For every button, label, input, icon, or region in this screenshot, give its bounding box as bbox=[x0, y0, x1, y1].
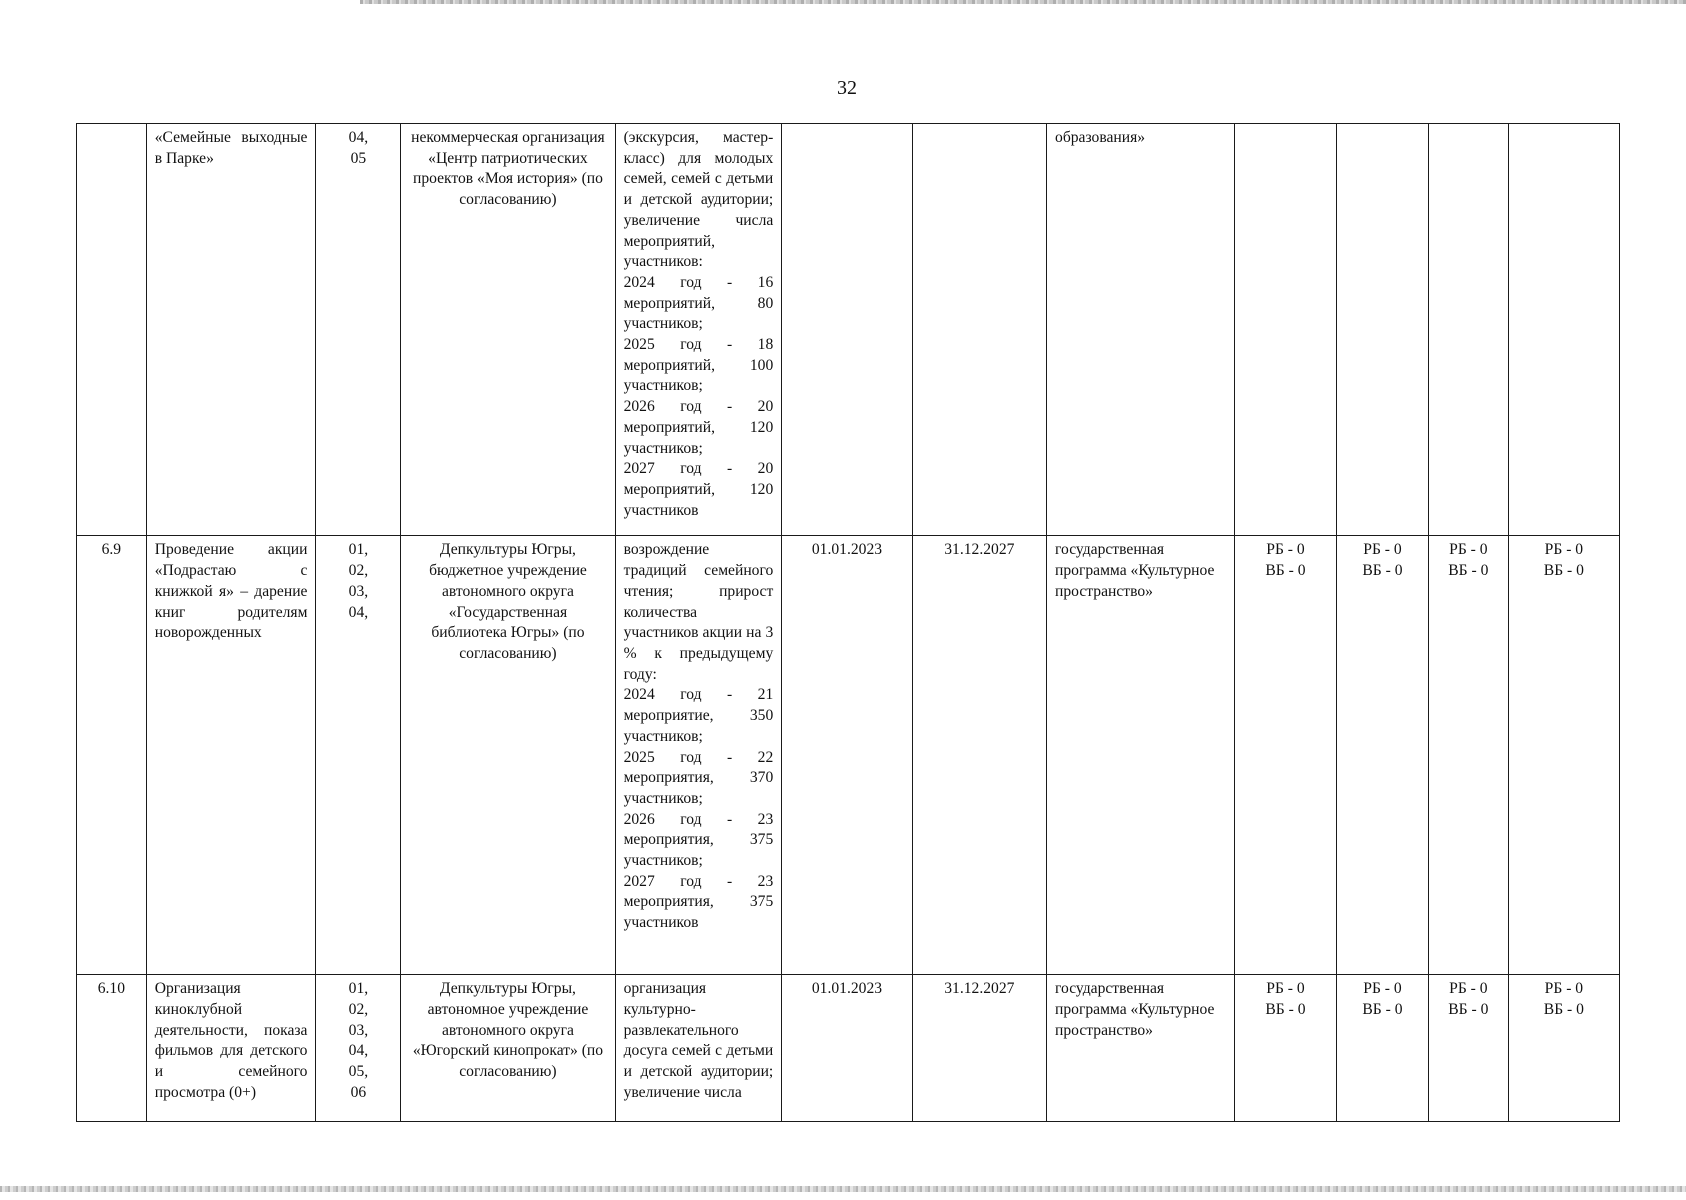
cell-number bbox=[77, 124, 147, 536]
scan-edge-bottom bbox=[0, 1186, 1686, 1192]
scan-edge-top bbox=[360, 0, 1686, 4]
table-row bbox=[77, 975, 1620, 1122]
cell-activity-name: Организация киноклубной деятельности, показа фильмов для детского и семейного просмотра (0+) bbox=[146, 975, 316, 1122]
cell-funding-2: РБ - 0 ВБ - 0 bbox=[1337, 536, 1429, 975]
cell-start-date bbox=[782, 124, 912, 536]
cell-program: государственная программа «Культурное пространство» bbox=[1047, 536, 1235, 975]
cell-result: (экскурсия, мастер-класс) для молодых семей, семей с детьми и детской аудитории; увеличение числа мероприятий, участников: 2024 год - 16 мероприятий, 80 участников; 2025 год - 18 мероприятий, 100 участников; 2026 год - 20 мероприятий, 120 участников; 2027 год - 20 мероприятий, 120 участников bbox=[615, 124, 782, 536]
cell-start-date: 01.01.2023 bbox=[782, 536, 912, 975]
cell-end-date: 31.12.2027 bbox=[912, 536, 1046, 975]
cell-funding-3: РБ - 0 ВБ - 0 bbox=[1428, 975, 1508, 1122]
cell-program: государственная программа «Культурное пространство» bbox=[1047, 975, 1235, 1122]
table-row bbox=[77, 536, 1620, 975]
cell-end-date: 31.12.2027 bbox=[912, 975, 1046, 1122]
cell-program: образования» bbox=[1047, 124, 1235, 536]
cell-start-date: 01.01.2023 bbox=[782, 975, 912, 1122]
page-number: 32 bbox=[837, 77, 857, 99]
cell-executor: некоммерческая организация «Центр патриотических проектов «Моя история» (по согласованию) bbox=[401, 124, 615, 536]
cell-result: возрождение традиций семейного чтения; прирост количества участников акции на 3 % к предыдущему году: 2024 год - 21 мероприятие, 350 участников; 2025 год - 22 мероприятия, 370 участников; 2026 год - 23 мероприятия, 375 участников; 2027 год - 23 мероприятия, 375 участников bbox=[615, 536, 782, 975]
cell-funding-1 bbox=[1234, 124, 1336, 536]
cell-funding-2 bbox=[1337, 124, 1429, 536]
cell-codes: 01, 02, 03, 04, 05, 06 bbox=[316, 975, 401, 1122]
cell-funding-4: РБ - 0 ВБ - 0 bbox=[1508, 536, 1619, 975]
cell-funding-2: РБ - 0 ВБ - 0 bbox=[1337, 975, 1429, 1122]
cell-funding-1: РБ - 0 ВБ - 0 bbox=[1234, 536, 1336, 975]
cell-funding-4 bbox=[1508, 124, 1619, 536]
cell-number: 6.9 bbox=[77, 536, 147, 975]
cell-codes: 01, 02, 03, 04, bbox=[316, 536, 401, 975]
cell-funding-1: РБ - 0 ВБ - 0 bbox=[1234, 975, 1336, 1122]
activities-table bbox=[76, 123, 1620, 1122]
cell-end-date bbox=[912, 124, 1046, 536]
table-row bbox=[77, 124, 1620, 536]
cell-activity-name: «Семейные выходные в Парке» bbox=[146, 124, 316, 536]
cell-funding-3 bbox=[1428, 124, 1508, 536]
cell-result: организация культурно-развлекательного досуга семей с детьми и детской аудитории; увеличение числа bbox=[615, 975, 782, 1122]
cell-number: 6.10 bbox=[77, 975, 147, 1122]
cell-executor: Депкультуры Югры, автономное учреждение автономного округа «Югорский кинопрокат» (по согласованию) bbox=[401, 975, 615, 1122]
cell-codes: 04, 05 bbox=[316, 124, 401, 536]
cell-funding-3: РБ - 0 ВБ - 0 bbox=[1428, 536, 1508, 975]
cell-funding-4: РБ - 0 ВБ - 0 bbox=[1508, 975, 1619, 1122]
cell-executor: Депкультуры Югры, бюджетное учреждение автономного округа «Государственная библиотека Югры» (по согласованию) bbox=[401, 536, 615, 975]
cell-activity-name: Проведение акции «Подрастаю с книжкой я» – дарение книг родителям новорожденных bbox=[146, 536, 316, 975]
